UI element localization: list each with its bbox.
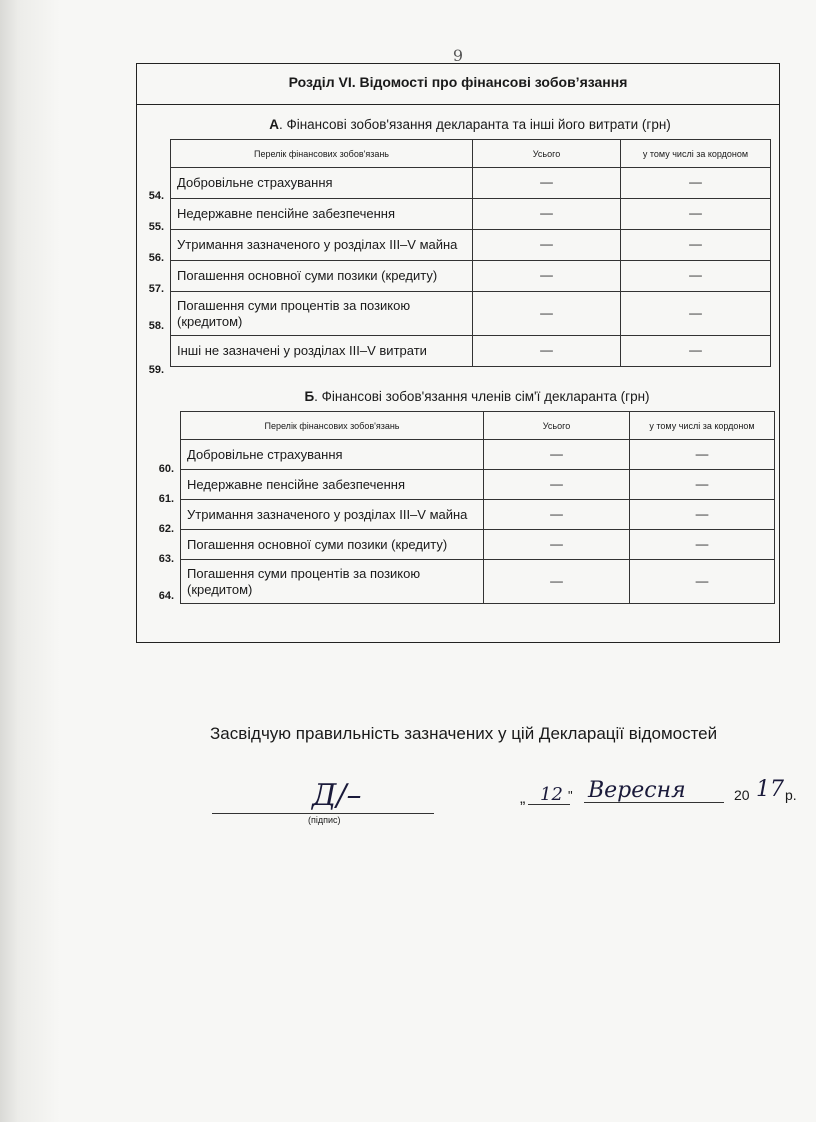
date-quote-close: " [568, 788, 573, 803]
row-number: 55. [148, 221, 164, 233]
table-row [171, 292, 771, 336]
year-unit: р. [785, 787, 797, 803]
date-day: 12 [540, 784, 563, 805]
row-total: — [484, 500, 630, 530]
row-abroad: — [621, 168, 771, 199]
page-number: 9 [452, 46, 464, 65]
signature: Д/– [312, 778, 362, 813]
row-name: Утримання зазначеного у розділах III–V майна [181, 500, 484, 530]
row-abroad: — [630, 500, 775, 530]
row-name: Утримання зазначеного у розділах III–V майна [171, 230, 473, 261]
row-total: — [473, 336, 621, 367]
row-number: 54. [148, 190, 164, 202]
row-number: 58. [148, 320, 164, 332]
table-row [171, 230, 771, 261]
column-header-abroad: у тому числі за кордоном [621, 140, 771, 168]
table-row [181, 440, 775, 470]
row-abroad: — [630, 470, 775, 500]
row-total: — [484, 470, 630, 500]
row-name: Недержавне пенсійне забезпечення [171, 199, 473, 230]
row-number: 56. [148, 252, 164, 264]
certification-text: Засвідчую правильність зазначених у цій Декларації відомостей [210, 724, 718, 743]
part-b-title-text: . Фінансові зобов'язання членів сім'ї декларанта (грн) [314, 389, 650, 404]
column-header-list: Перелік фінансових зобов'язань [171, 140, 473, 168]
table-row [171, 199, 771, 230]
year-suffix: 17 [756, 777, 784, 802]
column-header-total: Усього [473, 140, 621, 168]
row-abroad: — [630, 560, 775, 604]
row-name: Недержавне пенсійне забезпечення [181, 470, 484, 500]
signature-caption: (підпис) [308, 815, 341, 825]
row-name: Погашення суми процентів за позикою (кредитом) [171, 292, 473, 336]
section-title: Розділ VI. Відомості про фінансові зобов’язання [288, 74, 628, 90]
table-row [171, 336, 771, 367]
part-b-title [180, 389, 774, 404]
row-name: Погашення суми процентів за позикою (кредитом) [181, 560, 484, 604]
row-number: 64. [158, 590, 174, 602]
row-abroad: — [621, 336, 771, 367]
row-number: 57. [148, 283, 164, 295]
row-abroad: — [621, 199, 771, 230]
row-name: Добровільне страхування [171, 168, 473, 199]
column-header-total: Усього [484, 412, 630, 440]
table-row [171, 168, 771, 199]
table-row [171, 261, 771, 292]
row-abroad: — [621, 261, 771, 292]
date-quote-open: „ [520, 790, 526, 807]
table-row [181, 560, 775, 604]
row-total: — [473, 199, 621, 230]
signature-line [212, 813, 434, 814]
part-a-letter: А [269, 117, 279, 132]
row-total: — [473, 292, 621, 336]
row-number: 60. [158, 463, 174, 475]
table-row [181, 500, 775, 530]
part-a-title [170, 117, 770, 132]
part-b-table [180, 411, 775, 604]
row-number: 63. [158, 553, 174, 565]
row-total: — [473, 230, 621, 261]
row-abroad: — [621, 292, 771, 336]
row-total: — [473, 261, 621, 292]
row-total: — [484, 530, 630, 560]
row-number: 61. [158, 493, 174, 505]
row-number: 59. [148, 364, 164, 376]
scan-left-edge [0, 0, 60, 1122]
row-name: Погашення основної суми позики (кредиту) [181, 530, 484, 560]
row-total: — [473, 168, 621, 199]
column-header-abroad: у тому числі за кордоном [630, 412, 775, 440]
row-abroad: — [630, 440, 775, 470]
part-a-title-text: . Фінансові зобов'язання декларанта та інші його витрати (грн) [278, 117, 671, 132]
date-month-line [584, 802, 724, 803]
table-row [181, 470, 775, 500]
row-number: 62. [158, 523, 174, 535]
row-total: — [484, 560, 630, 604]
column-header-list: Перелік фінансових зобов'язань [181, 412, 484, 440]
row-name: Погашення основної суми позики (кредиту) [171, 261, 473, 292]
table-row [181, 530, 775, 560]
row-total: — [484, 440, 630, 470]
section-title-divider [137, 104, 779, 105]
part-b-letter: Б [304, 389, 315, 404]
date-day-line [528, 804, 570, 805]
row-name: Інші не зазначені у розділах III–V витрати [171, 336, 473, 367]
row-name: Добровільне страхування [181, 440, 484, 470]
date-month: Вересня [588, 778, 686, 803]
row-abroad: — [621, 230, 771, 261]
row-abroad: — [630, 530, 775, 560]
part-a-table [170, 139, 771, 367]
year-prefix: 20 [734, 787, 750, 803]
